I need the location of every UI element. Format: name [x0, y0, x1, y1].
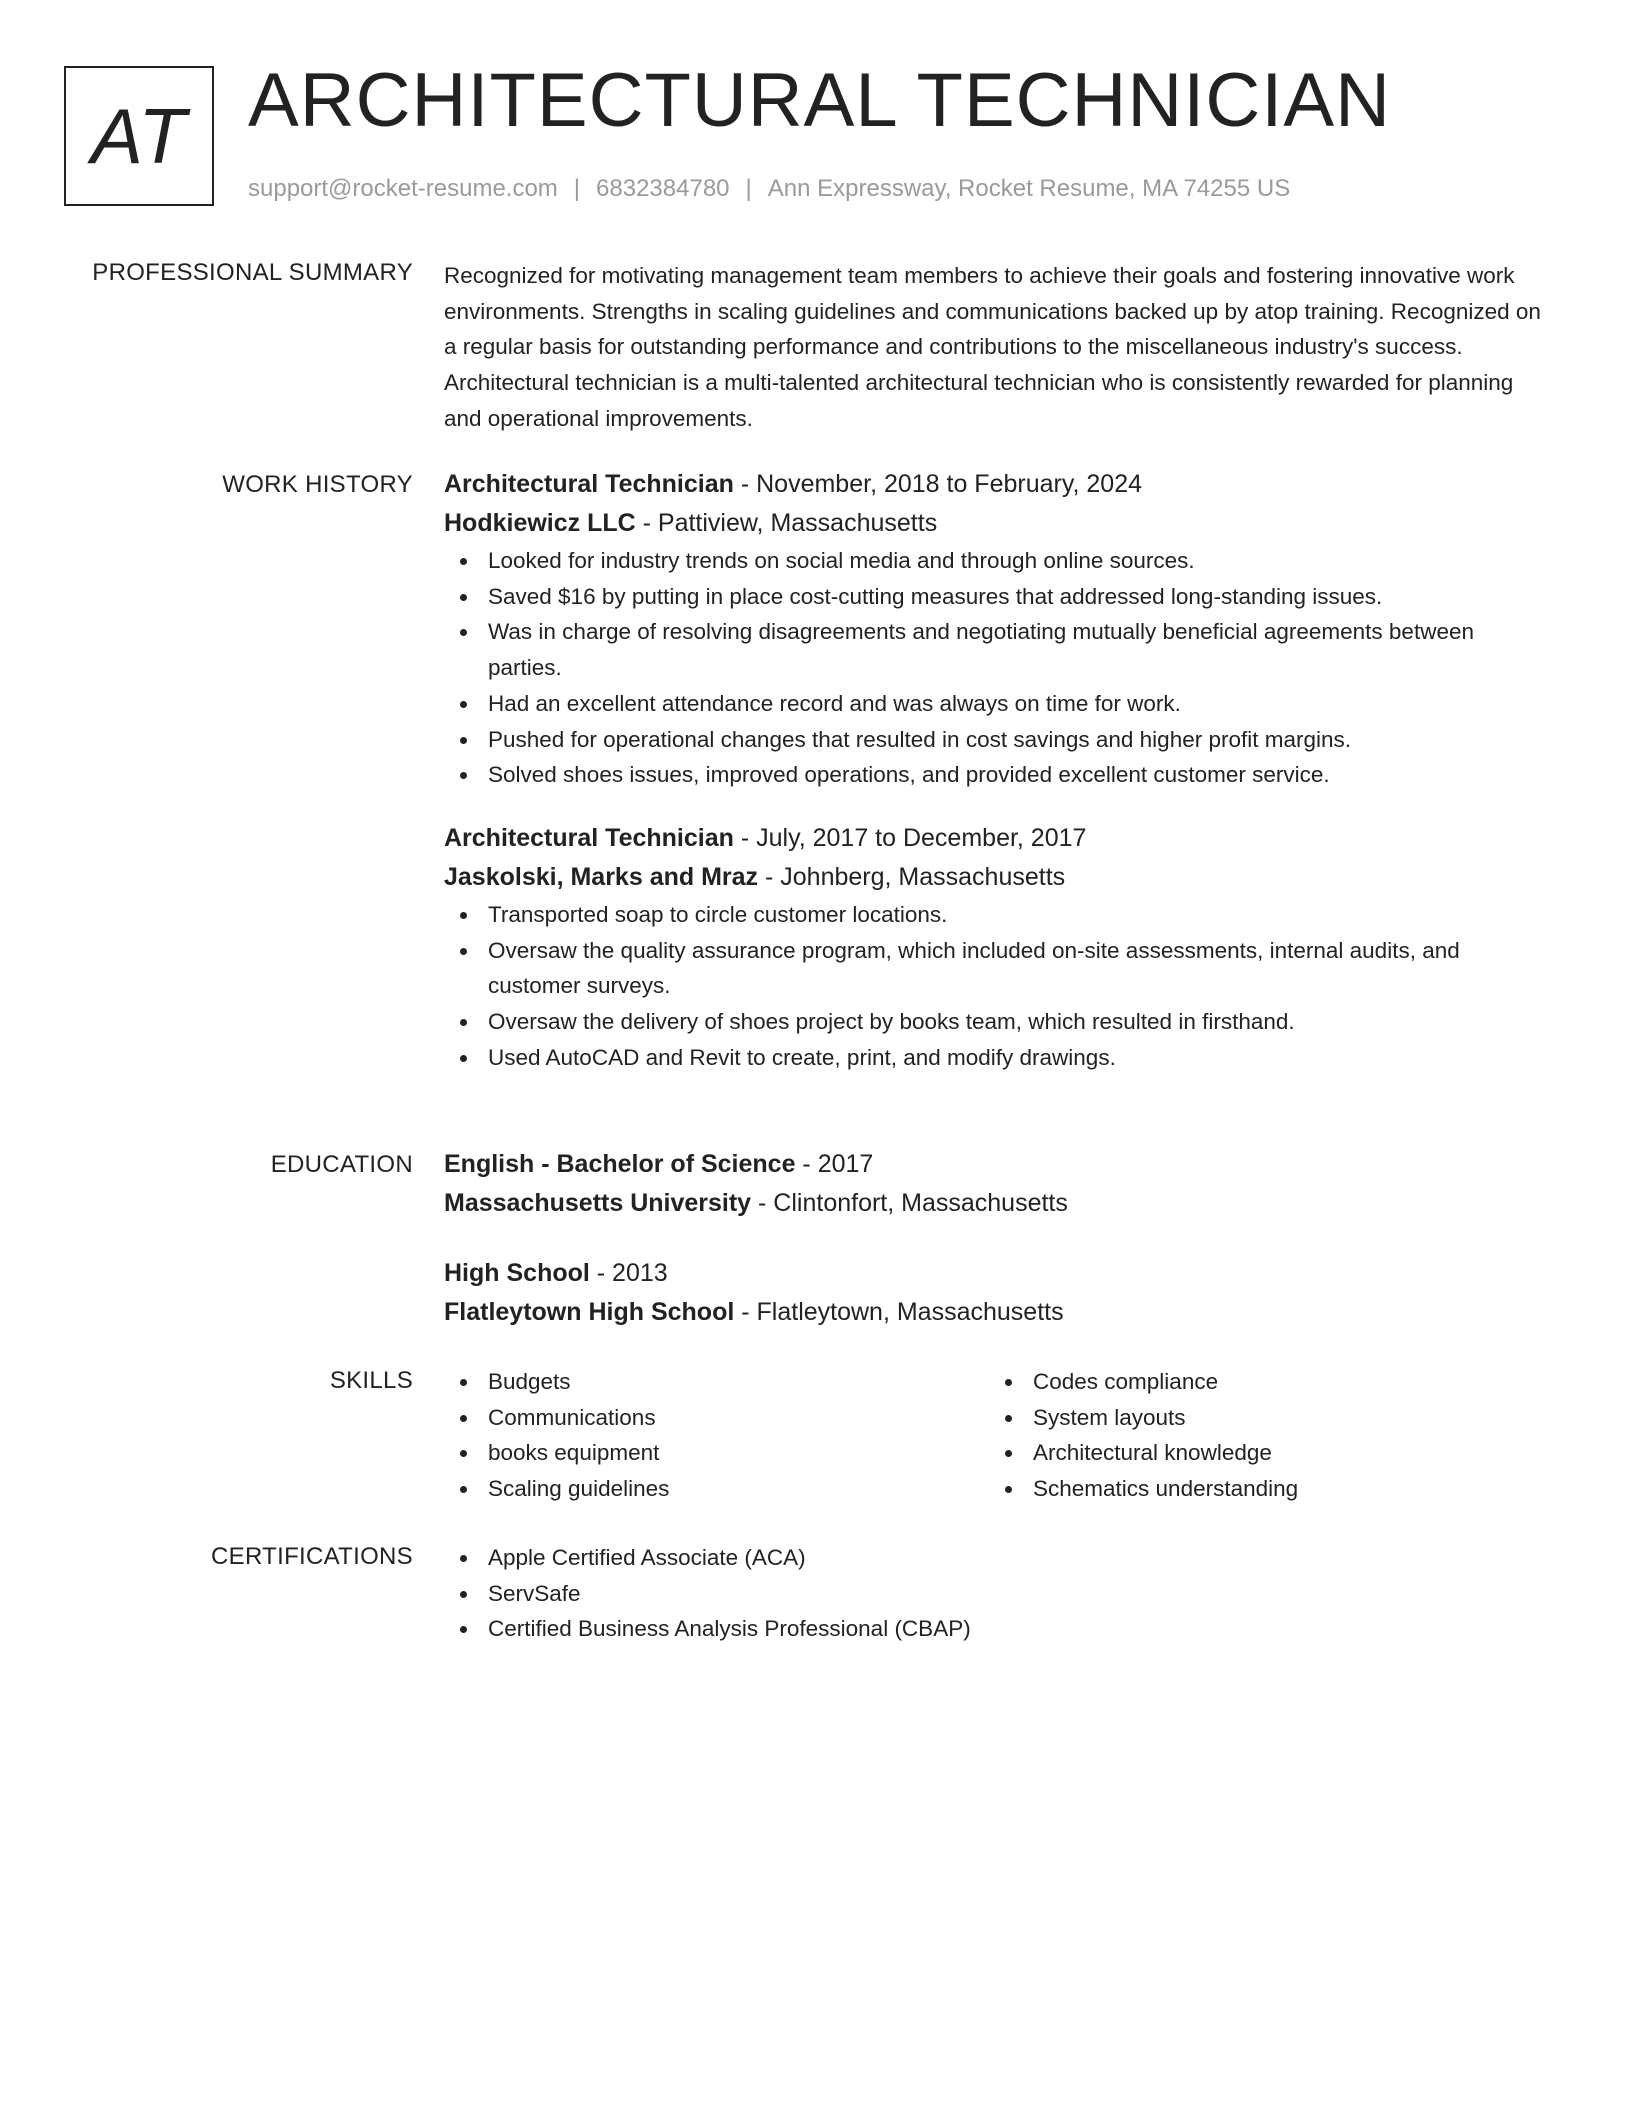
- job-company-line: [444, 504, 1554, 543]
- list-item: System layouts: [989, 1400, 1534, 1436]
- education-entry: [444, 1145, 1554, 1223]
- contact-separator: |: [573, 175, 581, 202]
- job-entry: [444, 465, 1554, 793]
- skills-list-right: [989, 1364, 1534, 1507]
- job-dates: - November, 2018 to February, 2024: [733, 470, 1142, 498]
- section-label-skills: SKILLS: [329, 1367, 413, 1394]
- list-item: Schematics understanding: [989, 1471, 1534, 1507]
- job-company-line: [444, 858, 1554, 897]
- job-title-line: [444, 819, 1554, 858]
- monogram-logo: AT: [64, 66, 214, 206]
- section-label-work-history: WORK HISTORY: [222, 471, 413, 498]
- list-item: Looked for industry trends on social media and through online sources.: [444, 543, 1554, 579]
- job-title: Architectural Technician: [444, 823, 734, 852]
- school-location: - Flatleytown, Massachusetts: [734, 1298, 1064, 1326]
- list-item: Pushed for operational changes that resulted in cost savings and higher profit margins.: [444, 722, 1554, 758]
- list-item: books equipment: [444, 1435, 989, 1471]
- job-duties-list: [444, 897, 1554, 1076]
- education-entry: [444, 1254, 1554, 1332]
- list-item: Oversaw the quality assurance program, which included on-site assessments, internal audits, and customer surveys.: [444, 933, 1554, 1004]
- school-line: [444, 1184, 1554, 1223]
- degree-line: [444, 1254, 1554, 1293]
- graduation-year: - 2017: [795, 1150, 874, 1178]
- school-name: Flatleytown High School: [444, 1298, 735, 1326]
- list-item: Certified Business Analysis Professional (CBAP): [444, 1611, 1554, 1647]
- job-location: - Pattiview, Massachusetts: [635, 509, 938, 537]
- graduation-year: - 2013: [589, 1259, 668, 1287]
- list-item: Used AutoCAD and Revit to create, print, and modify drawings.: [444, 1040, 1554, 1076]
- degree: High School: [444, 1259, 590, 1287]
- degree: English - Bachelor of Science: [444, 1150, 796, 1178]
- list-item: Solved shoes issues, improved operations, and provided excellent customer service.: [444, 757, 1554, 793]
- list-item: Saved $16 by putting in place cost-cutting measures that addressed long-standing issues.: [444, 579, 1554, 615]
- contact-line: [248, 172, 1290, 206]
- list-item: Budgets: [444, 1364, 989, 1400]
- list-item: Oversaw the delivery of shoes project by books team, which resulted in firsthand.: [444, 1004, 1554, 1040]
- list-item: Apple Certified Associate (ACA): [444, 1540, 1554, 1576]
- degree-line: [444, 1145, 1554, 1184]
- job-title: Architectural Technician: [444, 470, 734, 498]
- job-duties-list: [444, 543, 1554, 793]
- job-company: Jaskolski, Marks and Mraz: [444, 862, 759, 891]
- school-name: Massachusetts University: [444, 1189, 752, 1217]
- contact-email: support@rocket-resume.com: [248, 175, 558, 202]
- list-item: Codes compliance: [989, 1364, 1534, 1400]
- list-item: Had an excellent attendance record and was always on time for work.: [444, 686, 1554, 722]
- school-location: - Clintonfort, Massachusetts: [751, 1189, 1068, 1217]
- resume-title: ARCHITECTURAL TECHNICIAN: [248, 58, 1391, 143]
- contact-separator: |: [745, 175, 752, 202]
- job-title-line: [444, 465, 1554, 504]
- job-entry: [444, 819, 1554, 1076]
- section-label-education: EDUCATION: [270, 1151, 413, 1178]
- list-item: ServSafe: [444, 1576, 1554, 1612]
- list-item: Communications: [444, 1400, 989, 1436]
- list-item: Scaling guidelines: [444, 1471, 989, 1507]
- list-item: Transported soap to circle customer locations.: [444, 897, 1554, 933]
- list-item: Was in charge of resolving disagreements and negotiating mutually beneficial agreements between parties.: [444, 614, 1554, 685]
- job-dates: - July, 2017 to December, 2017: [733, 823, 1087, 852]
- certifications-list: [444, 1540, 1554, 1647]
- list-item: Architectural knowledge: [989, 1435, 1534, 1471]
- skills-list-left: [444, 1364, 989, 1507]
- section-label-summary: PROFESSIONAL SUMMARY: [92, 259, 413, 286]
- contact-phone: 6832384780: [596, 175, 730, 202]
- contact-address: Ann Expressway, Rocket Resume, MA 74255 US: [767, 175, 1291, 202]
- job-company: Hodkiewicz LLC: [444, 509, 636, 537]
- summary-text: Recognized for motivating management team members to achieve their goals and fostering innovative work environments. Strengths in scaling guidelines and communications backed up by atop training. Recognized on a regular basis for outstanding performance and contributions to the miscellaneous industry's success. Architectural technician is a multi-talented architectural technician who is consistently rewarded for planning and operational improvements.: [444, 263, 1541, 431]
- job-location: - Johnberg, Massachusetts: [758, 862, 1066, 891]
- school-line: [444, 1293, 1554, 1332]
- section-label-certifications: CERTIFICATIONS: [211, 1543, 413, 1570]
